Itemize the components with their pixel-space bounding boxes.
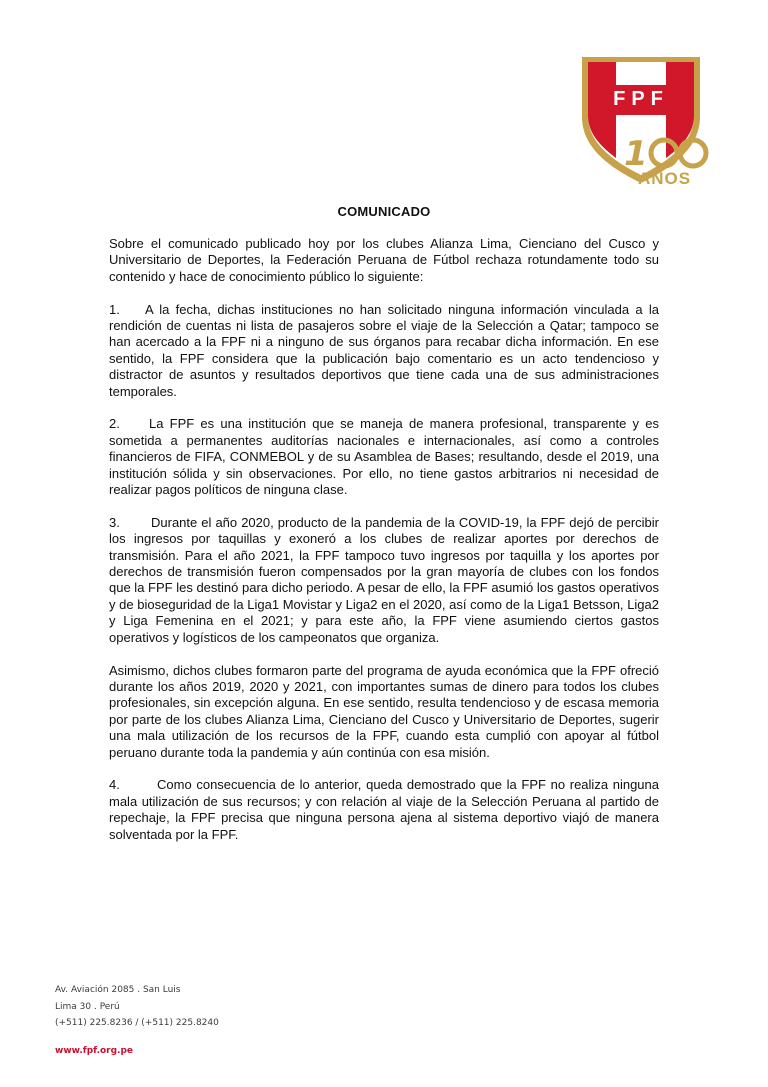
point-text: La FPF es una institución que se maneja de manera profesional, transparente y es sometida a permanentes auditorías nacionales e internacionales, así como a controles financieros de FIFA, CONMEBOL y de su Asamblea de Bases; resultando, desde el 2019, una institución sólida y sin observaciones. Por ello, no tiene gastos arbitrarios ni necesidad de realizar pagos políticos de ninguna clase. — [109, 416, 659, 498]
point-number: 4. — [109, 777, 120, 793]
footer-contact — [55, 982, 219, 1059]
point-number: 1. — [109, 301, 120, 317]
document-title: COMUNICADO — [337, 204, 431, 219]
phone-numbers: (+511) 225.8236 / (+511) 225.8240 — [55, 1018, 219, 1028]
point-3 — [109, 515, 659, 646]
point-number: 3. — [109, 514, 120, 530]
point-text: Como consecuencia de lo anterior, queda demostrado que la FPF no realiza ninguna mala utilización de sus recursos; y con relación al viaje de la Selección Peruana al partido de repechaje, la FPF precisa que ninguna persona ajena al sistema deportivo viajó de manera solventada por la FPF. — [109, 777, 659, 842]
svg-text:1: 1 — [624, 134, 648, 174]
website-link[interactable]: www.fpf.org.pe — [55, 1045, 134, 1056]
point-2 — [109, 416, 659, 498]
point-text: A la fecha, dichas instituciones no han solicitado ninguna información vinculada a la rendición de cuentas ni lista de pasajeros sobre el viaje de la Selección a Qatar; tampoco se han acercado a la FPF ni a ninguno de sus órganos para recabar dicha información. En ese sentido, la FPF considera que la publicación bajo comentario es un acto tendencioso y distractor de asuntos y resultados deportivos que tiene cada una de sus administraciones temporales. — [109, 301, 659, 399]
point-number: 2. — [109, 416, 120, 432]
intro-paragraph: Sobre el comunicado publicado hoy por los clubes Alianza Lima, Cienciano del Cusco y Universitario de Deportes, la Federación Peruana de Fútbol rechaza rotundamente todo su contenido y hace de conocimiento público lo siguiente: — [109, 236, 659, 284]
logo-anos-label: AÑOS — [638, 169, 692, 188]
fpf-100-anos-logo — [572, 55, 714, 190]
logo-acronym: FPF — [613, 88, 669, 110]
extra-paragraph: Asimismo, dichos clubes formaron parte del programa de ayuda económica que la FPF ofreció durante los años 2019, 2020 y 2021, con importantes sumas de dinero para todos los clubes profesionales, sin excepción alguna. En ese sentido, resulta tendencioso y de escasa memoria por parte de los clubes Alianza Lima, Cienciano del Cusco y Universitario de Deportes, sugerir una mala utilización de los recursos de la FPF, cuando esta cumplió con apoyar al fútbol peruano durante toda la pandemia y aún continúa con esa misión. — [109, 662, 659, 760]
document-body — [109, 236, 659, 859]
point-4 — [109, 777, 659, 843]
address-line-1: Av. Aviación 2085 . San Luis — [55, 985, 181, 995]
address-line-2: Lima 30 . Perú — [55, 1001, 120, 1012]
point-text: Durante el año 2020, producto de la pandemia de la COVID-19, la FPF dejó de percibir los ingresos por taquillas y exoneró a los clubes de realizar aportes por derechos de transmisión. Para el año 2021, la FPF tampoco tuvo ingresos por taquilla y los aportes por derechos de transmisión fueron compensados por la gran mayoría de clubes con los fondos que la FPF les destinó para dicho periodo. A pesar de ello, la FPF asumió los gastos operativos y de bioseguridad de la Liga1 Movistar y Liga2 en el 2020, así como de la Liga1 Betsson, Liga2 y Liga Femenina en el 2021; y para este año, la FPF viene asumiendo ciertos gastos operativos y logísticos de los campeonatos que organiza. — [109, 514, 659, 645]
point-1 — [109, 302, 659, 400]
